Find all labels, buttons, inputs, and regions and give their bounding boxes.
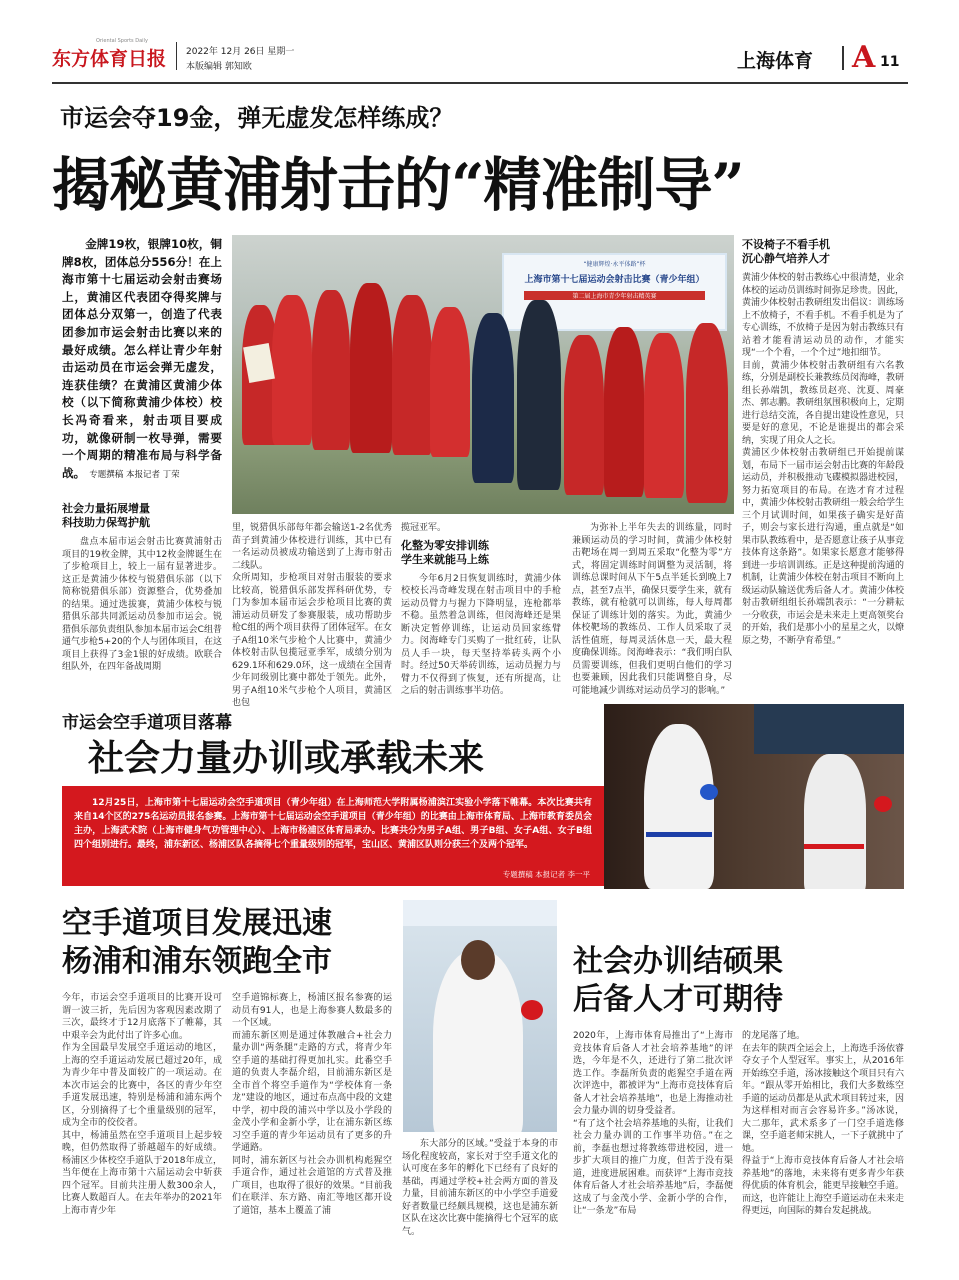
story1-col3	[401, 522, 561, 698]
story2-kicker: 市运会空手道项目落幕	[62, 713, 232, 733]
story1-lead	[62, 236, 222, 484]
section-heading-flexible-training: 化整为零安排训练 学生来就能马上练	[401, 538, 489, 566]
coach-figure	[472, 313, 514, 483]
athlete-figure	[312, 290, 350, 450]
story1-headline: 揭秘黄浦射击的“精准制导”	[52, 151, 744, 219]
issue-date: 2022年 12月 26日 星期一	[186, 47, 295, 57]
blue-belt	[646, 832, 712, 837]
arena-banner	[403, 900, 557, 926]
story2-col5: 的龙尾落了地。 在去年的陕西全运会上，上海选手汤依睿夺女子个人型冠军。事实上，从2016年开始练空手道，汤冰接触这个项目只有六年。“跟从零开始相比，我们大多数练空手道的运动员都是从武术项目转过来，因为这样相对而言会容易许多。”汤冰说，大二那年，武术系多了一门空手道选修课，空手道老师宋挑人，一下子就挑中了她。 得益于“上海市竞技体育后备人才社会培养基地”的落地，未来将有更多青少年获得优质的体育机会，能更早接触空手道。而这，也许能让上海空手道运动在未来走得更远，向国际的舞台发起挑战。	[742, 1031, 905, 1216]
section-heading-social-force: 社会力量拓展增量 科技助力保驾护航	[62, 502, 150, 529]
story1-col1	[62, 502, 222, 674]
story1-col4: 为弥补上半年失去的训练量，同时兼顾运动员的学习时间，黄浦少体校射击靶场在周一到周五采取“化整为零”方式，将固定训练时间调整为灵活制，将训练总课时间从下午5点半延长到晚上7点，甚至7点半，确保只要学生来，就有教练，就有枪就可以训练，每人每周都保证了训练计划的落实。为此，黄浦少体校靶场的教练员、工作人员采取了灵活性值班，每周灵活休息一天，最大程度确保训练。闵海峰表示：“我们明白队员需要训练，但我们更明白他们的学习也要兼顾，因此我们只能调整自身，尽可能地减少训练对运动员学习的影响。”	[572, 523, 732, 696]
athlete-figure	[272, 295, 312, 445]
section-name: 上海体育	[737, 50, 814, 72]
story2-col3: 东大部分的区域。”受益于本身的市场化程度较高，家长对于空手道文化的认可度在多年的孵化下已经有了良好的基础，再通过学校+社会两方面的普及力量，目前浦东新区的中小学空手道爱好者数量已经颇具规模，这也是浦东新区队在这次比赛中能摘得七个冠军的底气。	[402, 1139, 558, 1237]
red-glove	[521, 1000, 543, 1020]
col3-continuation: 揽冠亚军。	[401, 523, 447, 533]
red-belt	[804, 844, 864, 849]
athlete-head	[461, 940, 495, 980]
story2-byline: 专题撰稿 本报记者 李一平	[502, 870, 590, 879]
athlete-figure	[686, 323, 728, 503]
story2-headline: 社会力量办训或承载未来	[88, 737, 485, 779]
section-body-social-force: 盘点本届市运会射击比赛黄浦射击项目的19枚金牌，其中12枚金牌诞生在了步枪项目上，较上一届有显著进步。这正是黄浦少体校与锐猎俱乐部（以下简称锐猎俱乐部）资源整合，优势叠加的结果。通过选拔赛，黄浦少体校与锐猎俱乐部共同派运动员参加市运会。锐猎俱乐部负责组队参加本届市运会C组普通气步枪5+20的个人与团体项目，在这项目上获得了3金1银的好成绩。欧联合组队外，在四年备战周期	[62, 537, 222, 672]
page-number: 11	[880, 54, 900, 70]
masthead-logo: 东方体育日报	[52, 48, 167, 70]
story2-col2: 空手道锦标赛上，杨浦区报名参赛的运动员有91人，也是上海参赛人数最多的一个区域。 而浦东新区则是通过体教融合+社会力量办训“两条腿”走路的方式，将青少年空手道的基础打得更加扎实。此番空手道的负责人李磊介绍，目前浦东新区是全市首个将空手道作为“学校体育一条龙”建设的地区，通过布点高中段的文建中学，初中段的浦兴中学以及小学段的金茂小学和金新小学，让在浦东新区练习空手道的青少年运动员有了更多的升学通路。 同时，浦东新区与社会办训机构彪猩空手道合作，通过社会道馆的方式普及推广项目，也取得了很好的效果。“目前我们在联洋、东方路、南汇等地区都开设了道馆，基本上覆盖了浦	[232, 993, 392, 1216]
banner-sub-text: 第二届上海市青少年射击精英赛	[524, 291, 705, 300]
athlete-figure	[644, 333, 684, 498]
banner-main-text: 上海市第十七届运动会射击比赛（青少年组）	[524, 275, 705, 285]
athlete-figure	[430, 307, 470, 457]
story2-summary: 12月25日，上海市第十七届运动会空手道项目（青少年组）在上海师范大学附属杨浦滨江实验小学落下帷幕。本次比赛共有来自14个区的275名运动员报名参赛。上海市第十七届运动会空手道项目（青少年组）的比赛由上海市体育局、上海市教育委员会主办，上海武术院（上海市健身气功管理中心）、上海市杨浦区体育局承办。比赛共分为男子A组、男子B组、女子A组、女子B组四个组别进行。最终，浦东新区、杨浦区队各摘得七个重量级别的冠军，宝山区、黄浦区队则分获三个及两个冠军。	[74, 798, 592, 850]
masthead-divider	[176, 42, 177, 70]
story2-subhead-2: 社会办训结硕果 后备人才可期待	[573, 944, 783, 1017]
section-heading-focus: 不设椅子不看手机 沉心静气培养人才	[742, 238, 830, 265]
blue-glove	[700, 784, 718, 800]
red-glove	[874, 796, 892, 812]
banner-top-text: “健康辉煌·永平体路”杯	[583, 261, 646, 268]
athlete-figure	[564, 335, 604, 495]
karate-athlete-photo	[403, 900, 557, 1132]
team-photo	[232, 235, 734, 514]
story2-summary-box	[62, 786, 604, 886]
story2-subhead-1: 空手道项目发展迅速 杨浦和浦东领跑全市	[62, 906, 332, 979]
story1-col2: 里，锐猎俱乐部每年都会输送1-2名优秀苗子到黄浦少体校进行训练，其中已有一名运动员被成功输送到了上海市射击二线队。 众所周知，步枪项目对射击服装的要求比较高，锐猎俱乐部发挥科研优势，专门为参加本届市运会步枪项目比赛的黄浦运动员研发了参赛服装，成功帮助步枪C组的两个项目获得了团体冠军。在女子A组10米气步枪个人比赛中，黄浦少体校射击队包揽冠亚季军，成绩分别为629.1环和629.0环，这一成绩在全国青少年同级别比赛中都处于领先。此外，男子A组10米气步枪个人项目，黄浦区也包	[232, 523, 392, 708]
story2-col4: 2020年，上海市体育局推出了“上海市竞技体育后备人才社会培养基地”的评选，今年是不久，还进行了第二批次评选工作。李磊所负责的彪猩空手道在两次评选中，都被评为“上海市竞技体育后备人才社会培养基地”，也是上海推动社会力量办训的切身受益者。 “有了这个社会培养基地的头衔，让我们社会力量办训的工作事半功倍。”在之前，李磊也想过将教练带进校园，进一步扩大项目的推广力度，但苦于没有渠道，进度进展困难。而获评“上海市竞技体育后备人才社会培养基地”后，李磊便这成了与金茂小学、金新小学的合作，让“一条龙”布局	[573, 1031, 733, 1216]
section-divider	[842, 46, 844, 70]
page-editor: 本版编辑 郭知欧	[186, 62, 252, 72]
athlete-figure	[604, 327, 644, 497]
athlete-figure	[350, 283, 392, 453]
section-body-flexible-training: 今年6月2日恢复训练时，黄浦少体校校长冯奇峰发现在射击项目中的手枪运动员臂力与握力下降明显，连枪都举不稳。虽然着急训练，但闵海峰还是果断决定暂停训练，让运动员回家练臂力。闵海峰专门买购了一批红砖，让队员人手一块，每天坚持举砖头两个小时。经过50天举砖训练，运动员握力与臂力不仅得到了恢复，还有所提高，让之后的射击训练事半功倍。	[401, 573, 561, 696]
masthead-logo-sub: Oriental Sports Daily	[96, 38, 148, 44]
section-body-focus: 黄浦少体校的射击教练心中很清楚，业余体校的运动员训练时间弥足珍贵。因此，黄浦少体校射击教研组发出倡议：训练场上不放椅子，不看手机。不看手机是为了专心训练，不放椅子是因为射击教练只有站着才能看清运动员的动作，才能实现“一个个看，一个个过”地扣细节。 目前，黄浦少体校射击教研组有六名教练，分别是副校长兼教练员闵海峰，教研组长孙端凯，教练员赵亮、沈夏、周豪杰、郭志鹏。教研组氛围积极向上，定期进行总结交流，各自提出建设性意见，只要是好的意见，不论是谁提出的都会采纳，实现了用众人之长。 黄浦区少体校射击教研组已开始提前谋划，布局下一届市运会射击比赛的年龄段运动员，并积极推动飞碟模拟器进校园，努力拓宽项目的布局。在选才育才过程中，黄浦少体校射击教研组一般会给学生三个月试训时间，如果孩子确实是好苗子，则会与家长进行沟通，重点就是“如果市队教练看中，是否愿意让孩子从事竞技体育这条路”。如果家长愿意才能够得到进一步培训训练。正是这种提前沟通的机制，让黄浦少体校在射击项目不断向上级运动队输送优秀后备人才。黄浦少体校射击教研组组长孙端凯表示：“一分耕耘一分收获，市运会是未来走上更高领奖台的开始，我们是那小小的星星之火，以燎原之势，不断孕育希望。”	[742, 273, 905, 646]
fighter-figure	[804, 754, 866, 889]
masthead	[52, 38, 908, 84]
coach-figure	[517, 300, 561, 490]
lead-text: 金牌19枚，银牌10枚，铜牌8枚，团体总分556分！在上海市第十七届运动会射击赛场上，黄浦区代表团夺得奖牌与团体总分双第一，创造了代表团参加市运会射击比赛以来的最好成绩。怎么样让青少年射击运动员在市运会弹无虚发，连获佳绩？在黄浦区黄浦少体校（以下简称黄浦少体校）校长冯奇看来，射击项目要成功，就像研制一枚导弹，需要一个周期的精准布局与科学备战。	[62, 237, 222, 480]
story1-col5	[742, 238, 904, 647]
masthead-rule	[52, 82, 908, 84]
story1-byline: 专题撰稿 本报记者 丁荣	[89, 469, 180, 480]
story2-col1: 今年，市运会空手道项目的比赛开设可谓一波三折，先后因为客观因素改期了三次，最终才于12月底落下了帷幕，其中艰辛会为此付出了许多心血。 作为全国最早发展空手道运动的地区，上海的空手道运动发展已超过20年，成为青少年中普及面较广的一项运动。在本次市运会的比赛中，各区的青少年空手道发展迅速，特别是杨浦和浦东两个区，分别摘得了七个重量级别的冠军，成为全市的佼佼者。 其中，杨浦虽然在空手道项目上起步较晚，但仍然取得了骄越超车的好成绩。杨浦区少体校空手道队于2018年成立，当年便在上海市第十六届运动会中斩获四个冠军。目前共注册人数300余人，比赛人数超百人。在去年举办的2021年上海市青少年	[62, 993, 222, 1216]
story1-kicker: 市运会夺19金，弹无虚发怎样练成？	[60, 104, 454, 132]
page-letter: A	[852, 40, 876, 75]
athlete-figure	[392, 295, 432, 455]
fighter-figure	[644, 724, 714, 889]
scoreboard-bg	[754, 704, 904, 754]
karate-match-photo	[604, 704, 904, 889]
